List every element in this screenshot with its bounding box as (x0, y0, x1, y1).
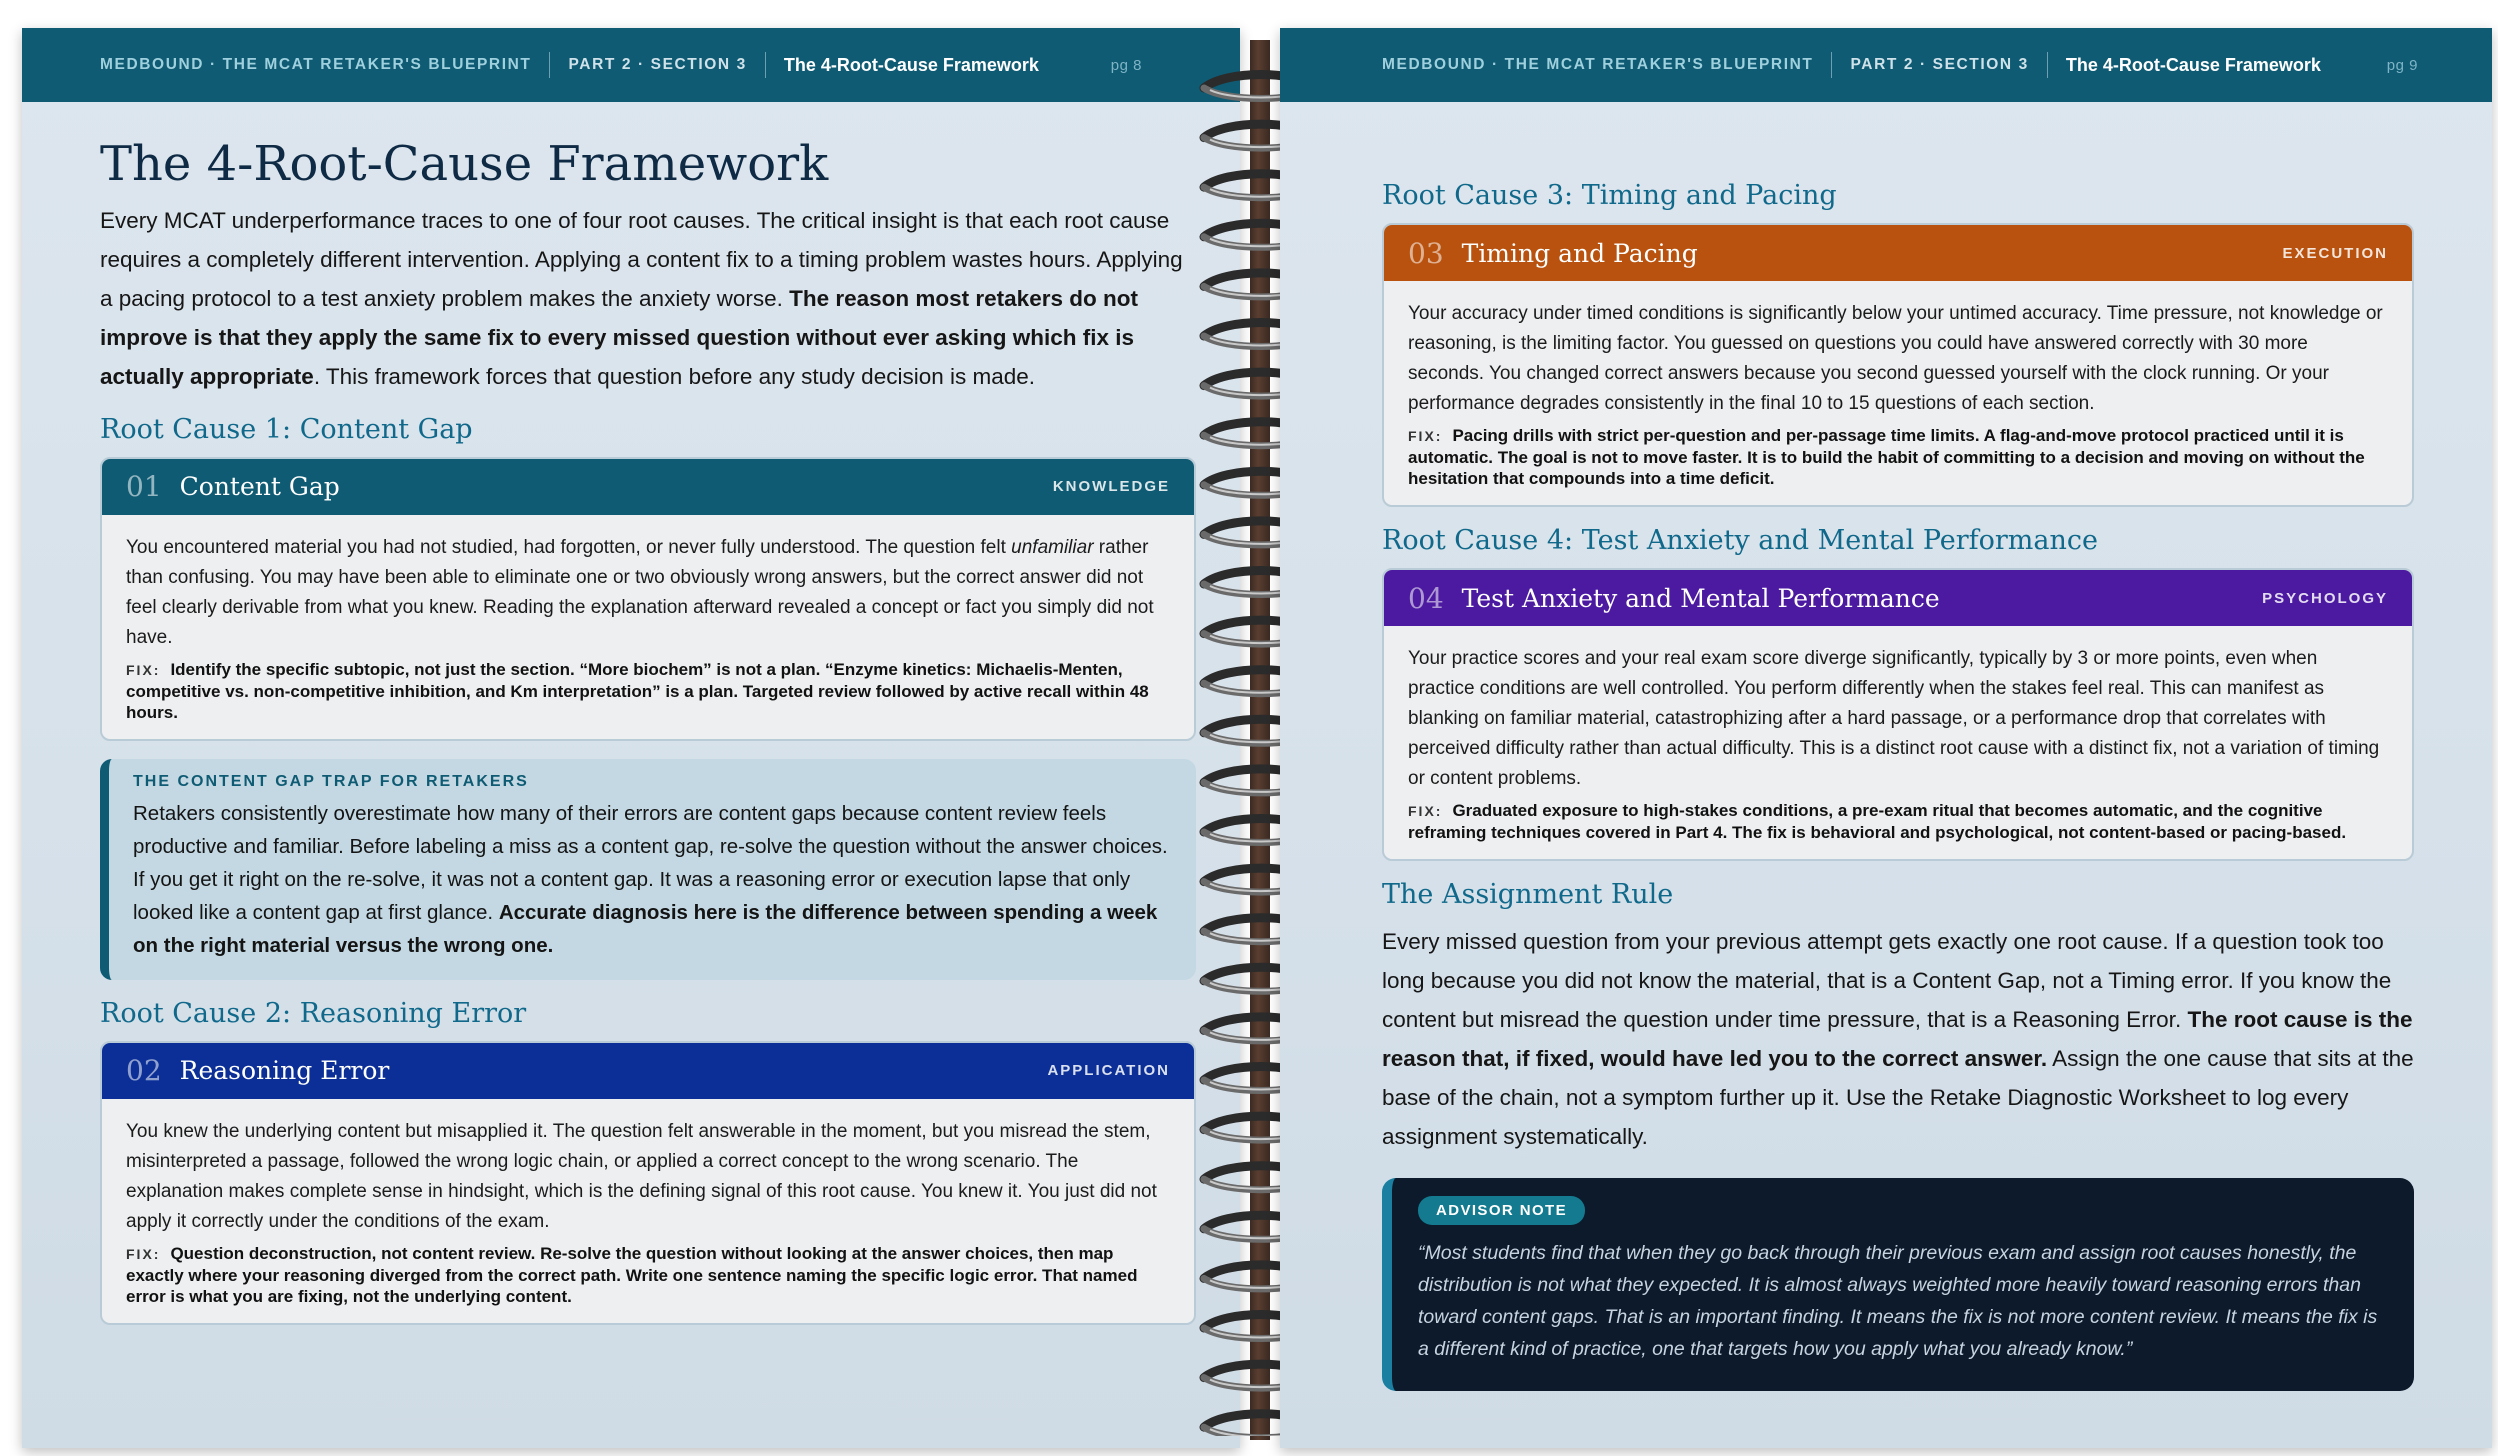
left-content (100, 138, 1196, 1343)
card-number: 03 (1408, 236, 1444, 270)
page-title: The 4-Root-Cause Framework (100, 136, 829, 192)
rc2-heading: Root Cause 2: Reasoning Error (100, 997, 527, 1029)
fix-text: Question deconstruction, not content review. Re-solve the question without looking at the answer choices, then map exactly where your reasoning diverged from the correct path. Write one sentence naming the specific logic error. That named error is what you are fixing, not the underlying content. (126, 1243, 1138, 1306)
fix-label: FIX: (1408, 803, 1443, 819)
header-divider (765, 52, 766, 78)
header-brand: MEDBOUND · THE MCAT RETAKER'S BLUEPRINT (1382, 56, 1814, 73)
advisor-note (1382, 1178, 2414, 1391)
card-title: Content Gap (179, 472, 340, 502)
card-number: 01 (126, 470, 162, 504)
card-tag: EXECUTION (2282, 244, 2388, 262)
callout-body: Retakers consistently overestimate how many of their errors are content gaps because content review feels productive and familiar. Before labeling a miss as a content gap, re-solve the question without the answer choices. If you get it right on the re-solve, it was not a content gap. It was a reasoning error or execution lapse that only looked like a content gap at first glance. (133, 801, 1168, 924)
card-body: Your accuracy under timed conditions is significantly below your untimed accuracy. Time pressure, not knowledge or reasoning, is the limiting factor. You guessed on questions you could have answered correctly with 30 more seconds. You changed correct answers because you second guessed yourself with the clock running. Or your performance degrades consistently in the final 10 to 15 questions of each section. (1408, 303, 2383, 414)
assign-text: Every missed question from your previous attempt gets exactly one root cause. If a question took too long because you did not know the material, that is a Content Gap, not a Timing error. If you know the content but misread the question under time pressure, that is a Reasoning Error. (1382, 929, 2392, 1032)
content-gap-card (100, 457, 1196, 741)
assignment-rule-heading: The Assignment Rule (1382, 879, 1674, 910)
rc4-heading: Root Cause 4: Test Anxiety and Mental Performance (1382, 525, 2099, 556)
page-header (22, 28, 1240, 102)
header-divider (1831, 52, 1832, 78)
callout-label: THE CONTENT GAP TRAP FOR RETAKERS (133, 772, 529, 790)
intro-end: . This framework forces that question before any study decision is made. (313, 363, 1036, 389)
card-tag: APPLICATION (1047, 1062, 1170, 1080)
test-anxiety-card (1382, 568, 2414, 861)
card-body (102, 515, 1194, 659)
page-header (1280, 28, 2492, 102)
card-body-text: rather than confusing. You may have been able to eliminate one or two obviously wrong answers, but the correct answer did not feel clearly derivable from what you knew. Reading the explanation afterward revealed a concept or fact you simply did not have. (126, 536, 1154, 648)
card-header (102, 459, 1194, 515)
card-header (102, 1043, 1194, 1099)
right-content (1382, 150, 2414, 1391)
callout-text (133, 797, 1172, 962)
card-title: Reasoning Error (179, 1056, 390, 1086)
header-title: The 4-Root-Cause Framework (783, 54, 1039, 75)
card-header (1384, 570, 2412, 626)
fix-text: Graduated exposure to high-stakes conditions, a pre-exam ritual that becomes automatic, and the cognitive reframing techniques covered in Part 4. The fix is behavioral and psychological, not content-based or pacing-based. (1408, 801, 2347, 842)
header-brand: MEDBOUND · THE MCAT RETAKER'S BLUEPRINT (100, 56, 532, 73)
card-title: Timing and Pacing (1461, 238, 1698, 268)
page-number: pg 9 (2386, 56, 2418, 74)
fix-text: Identify the specific subtopic, not just the section. “More biochem” is not a plan. “Enzyme kinetics: Michaelis-Menten, competitive vs. non-competitive inhibition, and Km interpretation” is a plan. Targeted review followed by active recall within 48 hours. (126, 659, 1149, 722)
header-section: PART 2 · SECTION 3 (568, 56, 747, 73)
card-tag: KNOWLEDGE (1052, 478, 1170, 496)
advisor-quote: “Most students find that when they go back through their previous exam and assign root causes honestly, the distribution is not what they expected. It is almost always weighted more heavily toward reasoning errors than toward content gaps. That is an important finding. It means the fix is not more content review. It means the fix is a different kind of practice, one that targets how you apply what you already know.” (1418, 1242, 2378, 1360)
card-body: You knew the underlying content but misapplied it. The question felt answerable in the moment, but you misread the stem, misinterpreted a passage, followed the wrong logic chain, or applied a correct concept to the wrong scenario. The explanation makes complete sense in hindsight, which is the defining signal of this root cause. You knew it. You just did not apply it correctly under the conditions of the exam. (126, 1120, 1157, 1232)
page-number: pg 8 (1110, 56, 1142, 74)
left-page (22, 28, 1240, 1448)
intro-paragraph (100, 201, 1196, 396)
card-fix (102, 1243, 1194, 1323)
intro-bold: The reason most retakers do not improve is that they apply the same fix to every missed question without ever asking which fix is actually appropriate (100, 285, 1138, 389)
callout-bold: Accurate diagnosis here is the difference between spending a week on the right material versus the wrong one. (133, 900, 1158, 957)
card-header (1384, 225, 2412, 281)
rc1-heading: Root Cause 1: Content Gap (100, 413, 473, 445)
header-section: PART 2 · SECTION 3 (1850, 56, 2029, 73)
card-body-text: You encountered material you had not studied, had forgotten, or never fully understood. The question felt (126, 536, 1012, 558)
card-title: Test Anxiety and Mental Performance (1461, 583, 1940, 613)
fix-label: FIX: (126, 661, 161, 678)
card-fix (102, 659, 1194, 739)
card-fix (1384, 425, 2412, 505)
fix-label: FIX: (1408, 428, 1443, 444)
card-number: 02 (126, 1054, 162, 1088)
header-divider (549, 52, 550, 78)
card-body: Your practice scores and your real exam score diverge significantly, typically by 3 or more points, even when practice conditions are well controlled. You perform differently when the stakes feel real. This can manifest as blanking on familiar material, catastrophizing after a hard passage, or a performance drop that correlates with perceived difficulty rather than actual difficulty. This is a distinct root cause with a distinct fix, not a variation of timing or content problems. (1408, 648, 2380, 789)
rc3-heading: Root Cause 3: Timing and Pacing (1382, 180, 1837, 211)
card-number: 04 (1408, 581, 1444, 615)
header-title: The 4-Root-Cause Framework (2065, 54, 2321, 75)
intro-text: Every MCAT underperformance traces to one of four root causes. The critical insight is that each root cause requires a completely different intervention. Applying a content fix to a timing problem wastes hours. Applying a pacing protocol to a test anxiety problem makes the anxiety worse. (100, 207, 1183, 311)
content-gap-trap-callout (100, 759, 1196, 980)
card-body-emphasis: unfamiliar (1011, 536, 1094, 558)
timing-pacing-card (1382, 223, 2414, 507)
right-page (1280, 28, 2492, 1448)
card-tag: PSYCHOLOGY (2262, 589, 2388, 607)
assign-text: Assign the one cause that sits at the base of the chain, not a symptom further up it. Use the Retake Diagnostic Worksheet to log every assignment systematically. (1382, 1046, 2414, 1149)
assign-bold: The root cause is the reason that, if fixed, would have led you to the correct answer. (1382, 1007, 2413, 1071)
assignment-rule-paragraph (1382, 922, 2414, 1156)
advisor-badge: ADVISOR NOTE (1418, 1196, 1585, 1225)
header-divider (2047, 52, 2048, 78)
card-fix (1384, 800, 2412, 859)
fix-text: Pacing drills with strict per-question and per-passage time limits. A flag-and-move protocol practiced until it is automatic. The goal is not to move faster. It is to build the habit of committing to a decision and moving on without the hesitation that compounds into a time deficit. (1408, 426, 2365, 488)
reasoning-error-card (100, 1041, 1196, 1325)
fix-label: FIX: (126, 1245, 161, 1262)
